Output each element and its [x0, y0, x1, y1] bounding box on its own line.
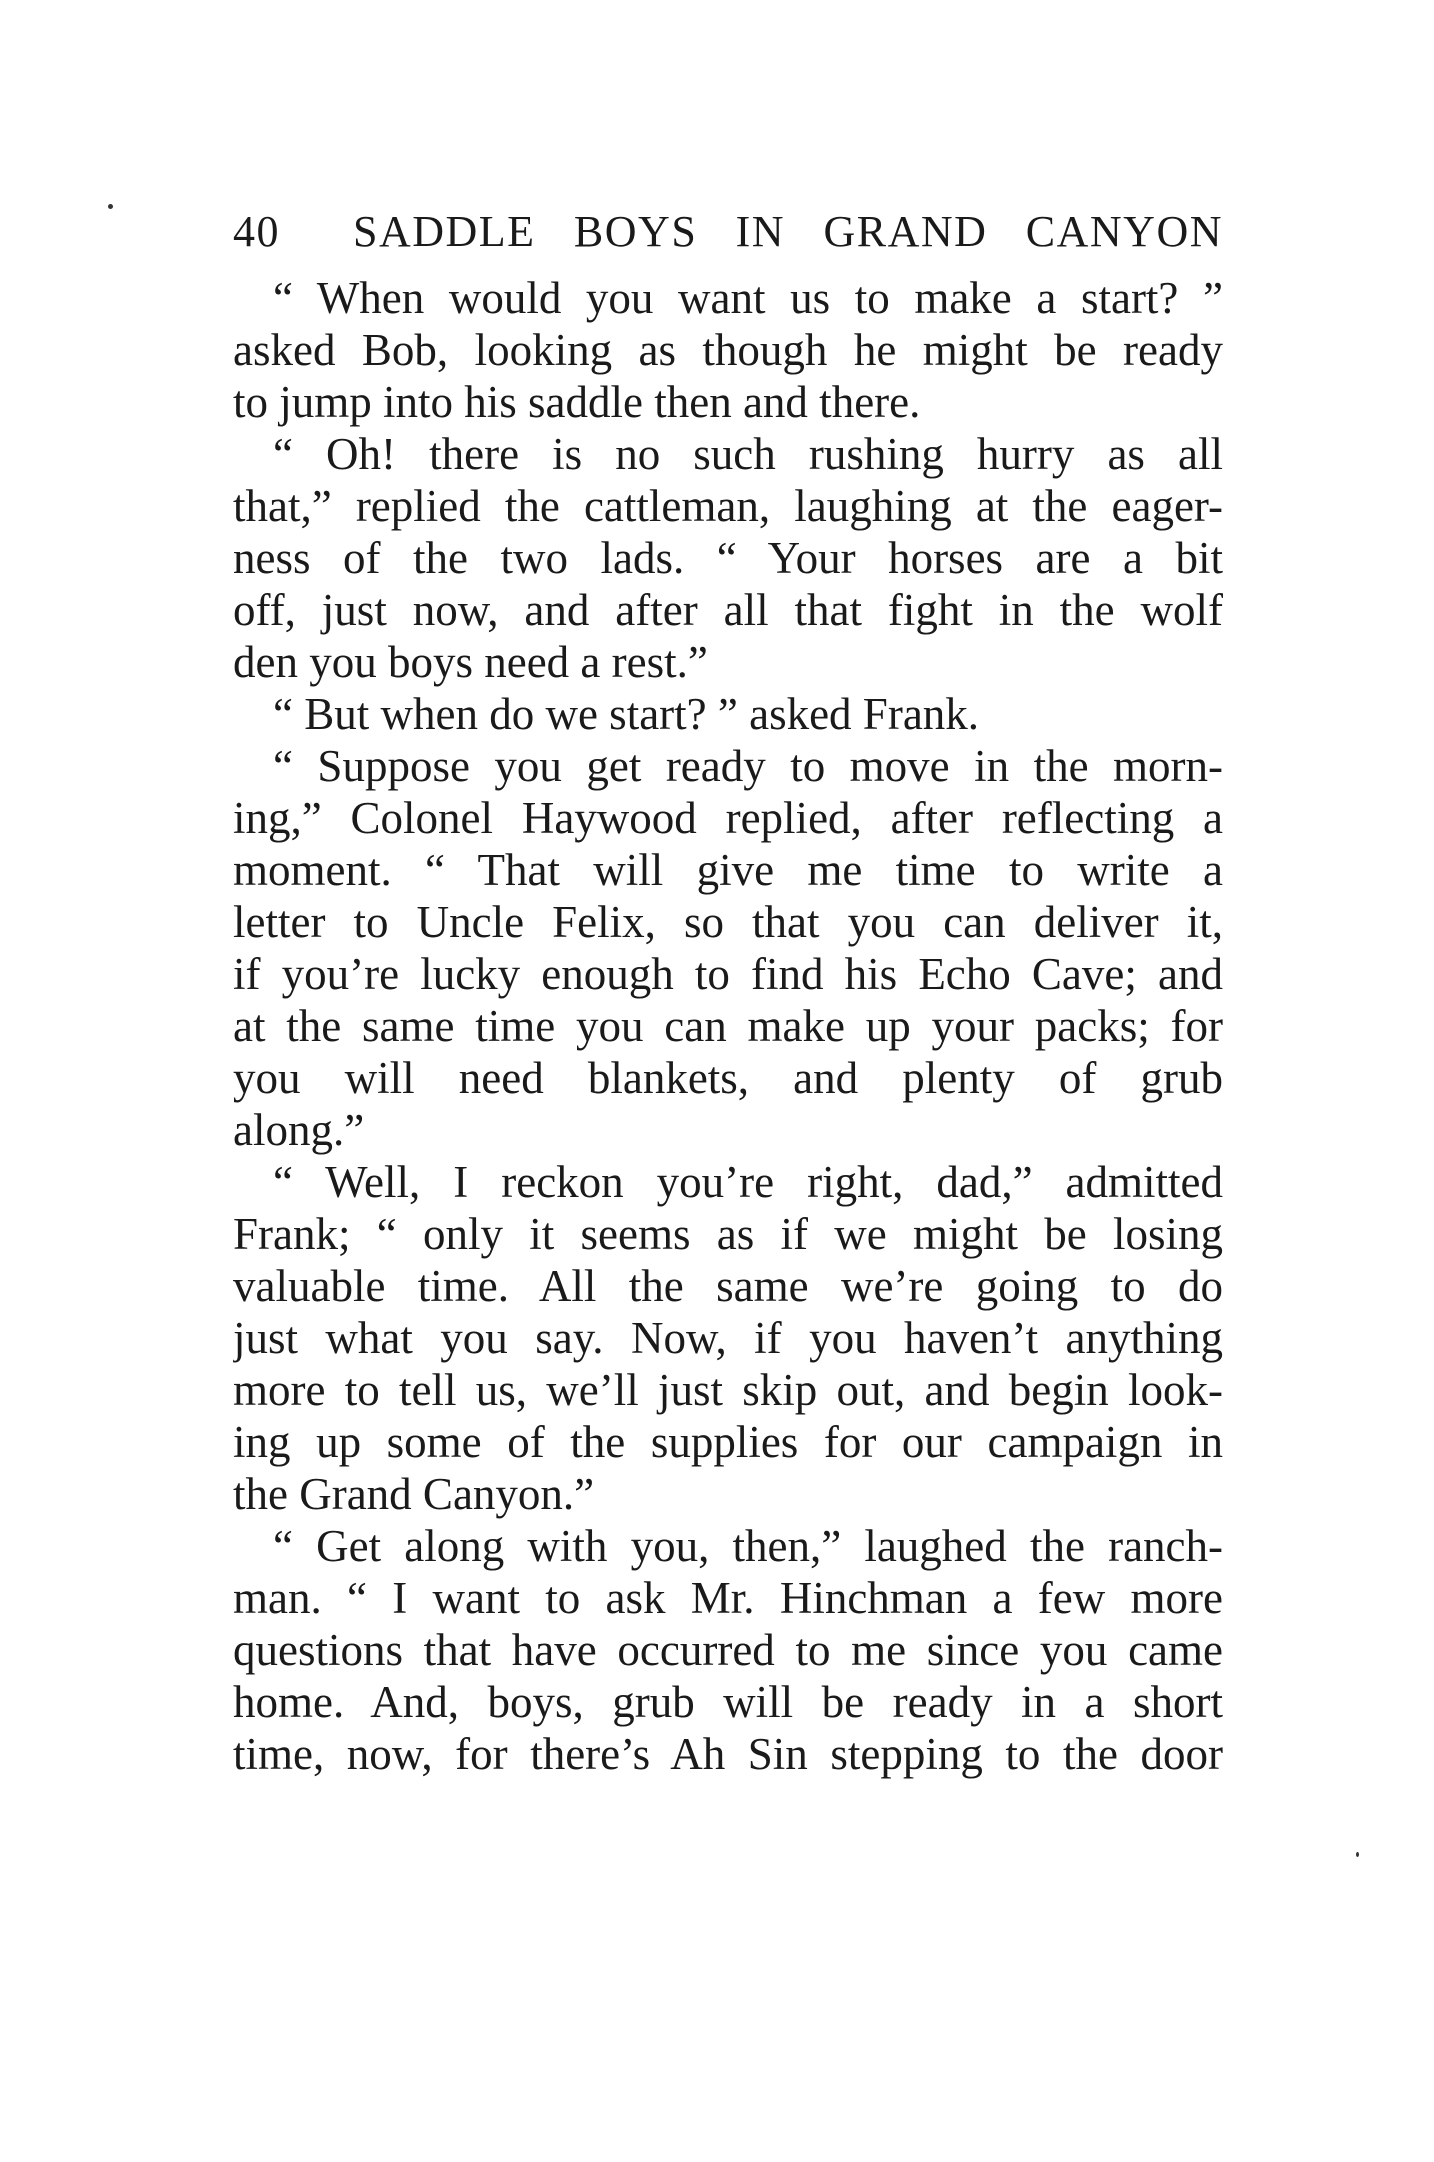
text-line: more to tell us, we’ll just skip out, and begin look-: [233, 1365, 1223, 1415]
text-line: ing up some of the supplies for our campaign in: [233, 1417, 1223, 1467]
text-line: asked Bob, looking as though he might be ready: [233, 325, 1223, 375]
text-line: “ Suppose you get ready to move in the morn-: [273, 741, 1223, 791]
text-line: ing,” Colonel Haywood replied, after reflecting a: [233, 793, 1223, 843]
print-speck: [1356, 1852, 1359, 1857]
text-line: man. “ I want to ask Mr. Hinchman a few more: [233, 1573, 1223, 1623]
text-line: “ Oh! there is no such rushing hurry as all: [273, 429, 1223, 479]
running-title: SADDLE BOYS IN GRAND CANYON: [353, 207, 1223, 256]
text-line: valuable time. All the same we’re going to do: [233, 1261, 1223, 1311]
running-head: [233, 202, 1223, 262]
text-line: off, just now, and after all that fight in the wolf: [233, 585, 1223, 635]
text-line: “ When would you want us to make a start? ”: [273, 273, 1223, 323]
text-line: that,” replied the cattleman, laughing at the eager-: [233, 481, 1223, 531]
text-line: “ But when do we start? ” asked Frank.: [273, 689, 980, 739]
text-line: Frank; “ only it seems as if we might be losing: [233, 1209, 1223, 1259]
text-line: just what you say. Now, if you haven’t anything: [233, 1313, 1223, 1363]
text-line: ness of the two lads. “ Your horses are a bit: [233, 533, 1223, 583]
text-line: the Grand Canyon.”: [233, 1469, 595, 1519]
page-number: 40: [233, 207, 280, 256]
text-line: “ Well, I reckon you’re right, dad,” admitted: [273, 1157, 1223, 1207]
text-line: questions that have occurred to me since you came: [233, 1625, 1223, 1675]
text-line: if you’re lucky enough to find his Echo Cave; and: [233, 949, 1223, 999]
text-line: moment. “ That will give me time to write a: [233, 845, 1223, 895]
text-line: to jump into his saddle then and there.: [233, 377, 921, 427]
text-line: home. And, boys, grub will be ready in a short: [233, 1677, 1223, 1727]
text-line: time, now, for there’s Ah Sin stepping to the door: [233, 1729, 1223, 1779]
text-line: “ Get along with you, then,” laughed the ranch-: [273, 1521, 1223, 1571]
text-line: you will need blankets, and plenty of grub: [233, 1053, 1223, 1103]
text-line: den you boys need a rest.”: [233, 637, 708, 687]
text-line: at the same time you can make up your packs; for: [233, 1001, 1223, 1051]
text-line: letter to Uncle Felix, so that you can deliver it,: [233, 897, 1223, 947]
text-line: along.”: [233, 1105, 365, 1155]
print-speck: [108, 204, 113, 209]
